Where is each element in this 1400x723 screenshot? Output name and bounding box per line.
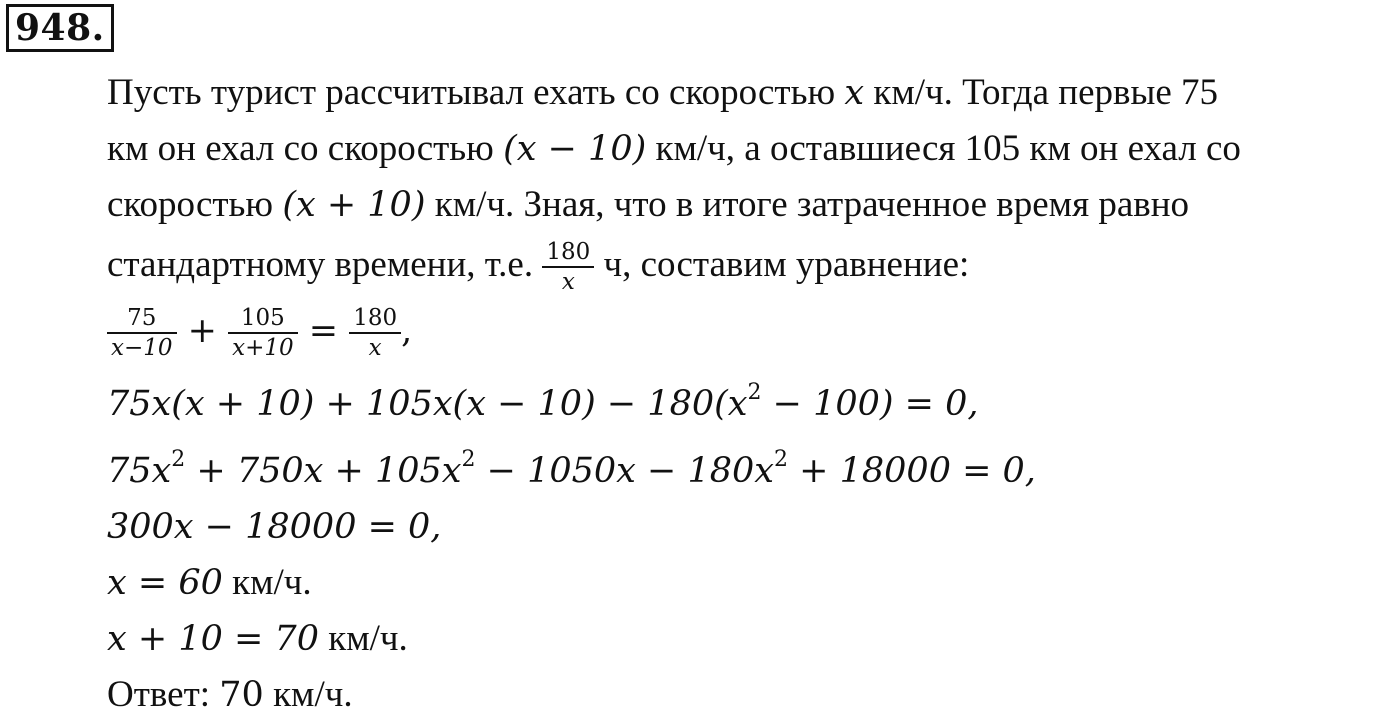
unit-label: км/ч. [222, 562, 312, 603]
equation-line-5 [107, 555, 1399, 611]
math-expression: 75x(x + 10) + 105x(x − 10) − 180(x [107, 384, 748, 424]
fraction-numerator: 180 [353, 305, 398, 332]
equation-line-1 [107, 297, 1399, 365]
exponent: 2 [461, 447, 476, 472]
plus-sign: + [176, 311, 229, 351]
math-expression: 300x − 18000 = 0, [107, 507, 442, 547]
text-line-2 [107, 121, 1399, 177]
math-expression: x + 10 = 70 [107, 619, 319, 659]
fraction-denominator: x [349, 332, 401, 360]
answer-unit: км/ч. [263, 674, 353, 715]
fraction-denominator: x−10 [107, 332, 177, 360]
text-segment: скоростью [107, 184, 283, 225]
exponent: 2 [747, 380, 762, 405]
fraction-numerator: 75 [127, 305, 157, 332]
equation-line-4 [107, 499, 1399, 555]
math-expression: (x + 10) [282, 185, 426, 225]
fraction-denominator: x [542, 266, 594, 294]
equation-line-2 [107, 365, 1399, 432]
equation-line-3 [107, 432, 1399, 499]
math-expression: + 750x + 105x [185, 451, 462, 491]
fraction [107, 307, 177, 360]
fraction-numerator: 105 [240, 305, 285, 332]
equals-sign: = [297, 311, 350, 351]
exponent: 2 [774, 447, 789, 472]
math-expression: − 1050x − 180x [475, 451, 775, 491]
fraction-denominator: x+10 [228, 332, 298, 360]
answer-label: Ответ: [107, 674, 220, 715]
unit-label: км/ч. [318, 618, 408, 659]
text-line-4 [107, 233, 1399, 297]
fraction [228, 307, 298, 360]
fraction [349, 307, 401, 360]
fraction-numerator: 180 [546, 239, 591, 266]
text-segment: км/ч. Тогда первые 75 [864, 72, 1219, 113]
equation-line-6 [107, 611, 1399, 667]
exponent: 2 [171, 447, 186, 472]
text-segment: км/ч, а оставшиеся 105 км он ехал со [646, 128, 1241, 169]
comma: , [401, 311, 413, 351]
fraction [542, 241, 594, 294]
text-segment: Пусть турист рассчитывал ехать со скоростью [107, 72, 845, 113]
solution-text [107, 65, 1399, 723]
math-expression: − 100) = 0, [761, 384, 979, 424]
problem-number: 948. [6, 4, 114, 52]
math-variable: x [844, 73, 865, 113]
text-segment: км он ехал со скоростью [107, 128, 504, 169]
text-segment: стандартному времени, т.е. [107, 244, 543, 285]
text-segment: км/ч. Зная, что в итоге затраченное время равно [425, 184, 1190, 225]
text-segment: ч, составим уравнение: [594, 244, 970, 285]
math-expression: (x − 10) [503, 129, 647, 169]
text-line-1 [107, 65, 1399, 121]
math-expression: + 18000 = 0, [788, 451, 1036, 491]
text-line-3 [107, 177, 1399, 233]
answer-value: 70 [219, 675, 264, 715]
answer-line [107, 667, 1399, 723]
math-expression: x = 60 [107, 563, 223, 603]
math-expression: 75x [107, 451, 172, 491]
